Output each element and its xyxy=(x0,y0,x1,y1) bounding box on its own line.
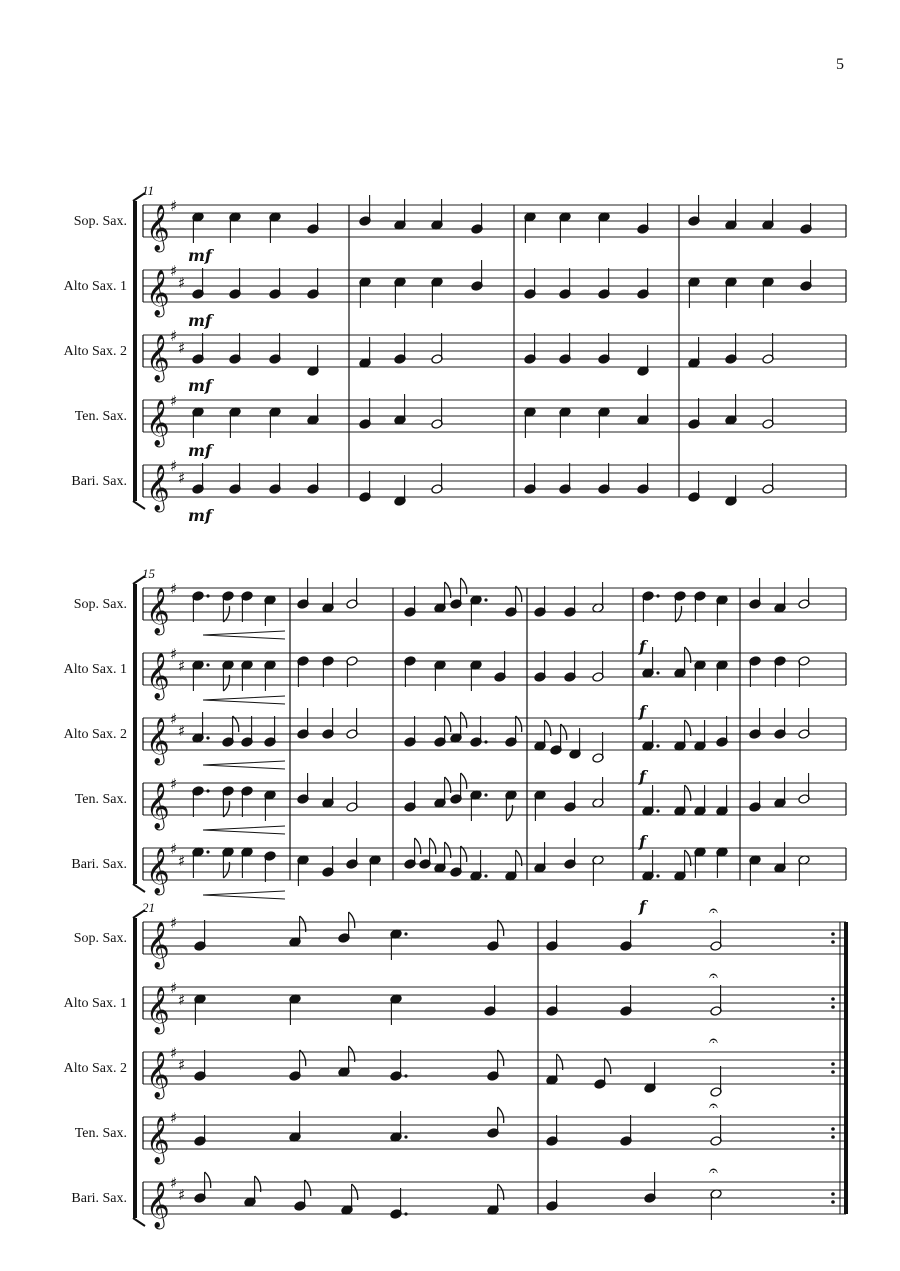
crescendo-hairpin xyxy=(203,761,285,769)
eighth-flag xyxy=(430,838,436,854)
sharp-icon: ♯ xyxy=(170,1109,178,1127)
eighth-flag xyxy=(349,912,355,928)
dot xyxy=(484,598,487,601)
dot xyxy=(656,671,659,674)
sharp-icon: ♯ xyxy=(178,274,186,292)
dynamic-f: f xyxy=(639,702,646,721)
dot xyxy=(206,663,209,666)
dynamic-f: f xyxy=(639,637,646,656)
dynamic-mf: mf xyxy=(188,376,212,395)
repeat-dot xyxy=(831,1200,835,1204)
system-bracket xyxy=(133,584,137,884)
instrument-name: Alto Sax. 2 xyxy=(63,1061,127,1076)
dot xyxy=(656,594,659,597)
dot xyxy=(656,809,659,812)
sharp-icon: ♯ xyxy=(170,392,178,410)
page-number: 5 xyxy=(836,56,844,73)
dot xyxy=(484,874,487,877)
repeat-dot xyxy=(831,1192,835,1196)
treble-clef-icon: 𝄞 xyxy=(146,783,170,829)
measure-number: 15 xyxy=(142,566,155,581)
dot xyxy=(656,744,659,747)
treble-clef-icon: 𝄞 xyxy=(146,653,170,699)
sharp-icon: ♯ xyxy=(170,710,178,728)
eighth-flag xyxy=(205,1172,211,1188)
treble-clef-icon: 𝄞 xyxy=(146,270,170,316)
instrument-name: Alto Sax. 2 xyxy=(63,344,127,359)
instrument-name: Bari. Sax. xyxy=(71,857,127,872)
eighth-flag xyxy=(461,773,467,789)
dot xyxy=(404,932,407,935)
sharp-icon: ♯ xyxy=(170,262,178,280)
repeat-dot xyxy=(831,1135,835,1139)
sharp-icon: ♯ xyxy=(178,469,186,487)
eighth-flag xyxy=(415,838,421,854)
treble-clef-icon: 𝄞 xyxy=(146,205,170,251)
fermata-icon: 𝄐 xyxy=(709,901,718,920)
instrument-name: Sop. Sax. xyxy=(73,597,127,612)
dot xyxy=(206,736,209,739)
sharp-icon: ♯ xyxy=(178,1056,186,1074)
repeat-dot xyxy=(831,1070,835,1074)
dynamic-mf: mf xyxy=(188,311,212,330)
instrument-name: Sop. Sax. xyxy=(73,931,127,946)
instrument-name: Alto Sax. 1 xyxy=(63,996,127,1011)
dot xyxy=(484,793,487,796)
dot xyxy=(206,850,209,853)
treble-clef-icon: 𝄞 xyxy=(146,400,170,446)
crescendo-hairpin xyxy=(203,826,285,834)
repeat-thick-barline xyxy=(844,922,848,1214)
repeat-dot xyxy=(831,997,835,1001)
dynamic-mf: mf xyxy=(188,506,212,525)
sharp-icon: ♯ xyxy=(170,914,178,932)
treble-clef-icon: 𝄞 xyxy=(146,465,170,511)
treble-clef-icon: 𝄞 xyxy=(146,848,170,894)
bracket-bottom-hook xyxy=(133,501,145,509)
fermata-icon: 𝄐 xyxy=(709,1161,718,1180)
sharp-icon: ♯ xyxy=(170,979,178,997)
repeat-dot xyxy=(831,1062,835,1066)
instrument-name: Ten. Sax. xyxy=(74,1126,127,1141)
repeat-dot xyxy=(831,1005,835,1009)
dynamic-mf: mf xyxy=(188,441,212,460)
eighth-flag xyxy=(498,1107,504,1123)
treble-clef-icon: 𝄞 xyxy=(146,922,170,968)
sharp-icon: ♯ xyxy=(170,645,178,663)
dynamic-f: f xyxy=(639,897,646,916)
dot xyxy=(656,874,659,877)
instrument-name: Alto Sax. 1 xyxy=(63,662,127,677)
instrument-name: Ten. Sax. xyxy=(74,409,127,424)
measure-number: 11 xyxy=(142,183,155,198)
sharp-icon: ♯ xyxy=(170,327,178,345)
crescendo-hairpin xyxy=(203,696,285,704)
instrument-name: Alto Sax. 1 xyxy=(63,279,127,294)
fermata-icon: 𝄐 xyxy=(709,966,718,985)
dot xyxy=(206,594,209,597)
sharp-icon: ♯ xyxy=(170,457,178,475)
sharp-icon: ♯ xyxy=(170,1044,178,1062)
dot xyxy=(484,740,487,743)
dot xyxy=(404,1212,407,1215)
system-bracket xyxy=(133,201,137,501)
dynamic-mf: mf xyxy=(188,246,212,265)
instrument-name: Ten. Sax. xyxy=(74,792,127,807)
bracket-bottom-hook xyxy=(133,1218,145,1226)
crescendo-hairpin xyxy=(203,891,285,899)
measure-number: 21 xyxy=(142,900,155,915)
treble-clef-icon: 𝄞 xyxy=(146,335,170,381)
sharp-icon: ♯ xyxy=(170,580,178,598)
sharp-icon: ♯ xyxy=(170,197,178,215)
sharp-icon: ♯ xyxy=(178,722,186,740)
instrument-name: Sop. Sax. xyxy=(73,214,127,229)
sharp-icon: ♯ xyxy=(178,339,186,357)
repeat-dot xyxy=(831,932,835,936)
sharp-icon: ♯ xyxy=(178,1186,186,1204)
treble-clef-icon: 𝄞 xyxy=(146,987,170,1033)
dynamic-f: f xyxy=(639,767,646,786)
sharp-icon: ♯ xyxy=(170,1174,178,1192)
sharp-icon: ♯ xyxy=(178,991,186,1009)
treble-clef-icon: 𝄞 xyxy=(146,588,170,634)
sharp-icon: ♯ xyxy=(178,657,186,675)
sharp-icon: ♯ xyxy=(178,852,186,870)
dynamic-f: f xyxy=(639,832,646,851)
instrument-name: Alto Sax. 2 xyxy=(63,727,127,742)
eighth-flag xyxy=(461,578,467,594)
system-bracket xyxy=(133,918,137,1218)
bracket-bottom-hook xyxy=(133,884,145,892)
fermata-icon: 𝄐 xyxy=(709,1096,718,1115)
sharp-icon: ♯ xyxy=(170,840,178,858)
instrument-name: Bari. Sax. xyxy=(71,1191,127,1206)
sharp-icon: ♯ xyxy=(170,775,178,793)
repeat-dot xyxy=(831,940,835,944)
dot xyxy=(206,789,209,792)
dot xyxy=(404,1074,407,1077)
repeat-dot xyxy=(831,1127,835,1131)
treble-clef-icon: 𝄞 xyxy=(146,1117,170,1163)
dot xyxy=(404,1135,407,1138)
instrument-name: Bari. Sax. xyxy=(71,474,127,489)
treble-clef-icon: 𝄞 xyxy=(146,1182,170,1228)
crescendo-hairpin xyxy=(203,631,285,639)
fermata-icon: 𝄐 xyxy=(709,1031,718,1050)
treble-clef-icon: 𝄞 xyxy=(146,1052,170,1098)
treble-clef-icon: 𝄞 xyxy=(146,718,170,764)
